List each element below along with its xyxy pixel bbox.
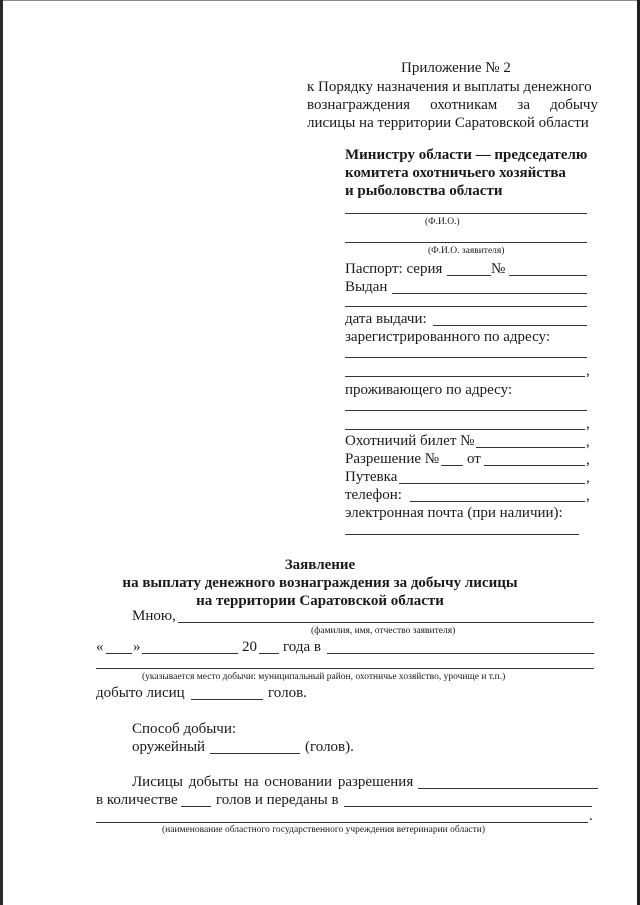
applicant-name-field[interactable] <box>178 622 594 623</box>
appendix-line-2 <box>307 96 598 114</box>
month-field[interactable] <box>142 653 238 654</box>
voucher-label: Путевка <box>345 469 398 485</box>
permit-number-field[interactable] <box>441 465 463 466</box>
addressee-line-3: и рыболовства области <box>345 183 503 199</box>
appendix-line-3: лисицы на территории Саратовской области <box>307 115 589 131</box>
hunting-ticket-field[interactable] <box>476 447 585 448</box>
addressee-line-1: Министру области — председателю <box>345 147 588 163</box>
page-top-edge <box>0 0 640 1</box>
registered-address-label: зарегистрированного по адресу: <box>345 329 550 345</box>
applicant-fio-field-line[interactable] <box>345 242 587 243</box>
passport-series-field[interactable] <box>447 275 491 276</box>
residence-address-field-1[interactable] <box>345 410 587 411</box>
applicant-name-caption: (фамилия, имя, отчество заявителя) <box>311 626 456 636</box>
firearm-count-field[interactable] <box>210 753 300 754</box>
year-prefix: 20 <box>242 639 257 655</box>
permit-from-label: от <box>467 451 481 467</box>
place-field-1[interactable] <box>327 653 594 654</box>
permit-basis-field[interactable] <box>418 788 598 789</box>
foxes-label: добыто лисиц <box>96 685 185 701</box>
appendix-title: Приложение № 2 <box>401 60 511 76</box>
statement-subtitle-2: на территории Саратовской области <box>196 593 444 609</box>
appendix-word: охотникам <box>430 97 498 113</box>
appendix-word: вознаграждения <box>307 97 411 113</box>
institution-caption: (наименование областного государственного учреждения ветеринарии области) <box>162 825 486 835</box>
quote-close: » <box>133 639 141 655</box>
scan-edge-left <box>0 0 3 905</box>
foxes-count-field[interactable] <box>191 699 263 700</box>
comma: , <box>586 363 590 379</box>
phone-label: телефон: <box>345 487 402 503</box>
voucher-field[interactable] <box>399 483 585 484</box>
comma: , <box>586 434 590 450</box>
passport-number-sign: № <box>491 261 506 277</box>
statement-title: Заявление <box>284 557 356 573</box>
place-caption: (указывается место добычи: муниципальный район, охотничье хозяйство, урочище и т.п.) <box>142 672 506 682</box>
method-label: Способ добычи: <box>132 721 237 737</box>
email-label: электронная почта (при наличии): <box>345 505 563 521</box>
fio-field-line[interactable] <box>345 213 587 214</box>
permit-basis-label: Лисицы добыты на основании разрешения <box>132 774 414 790</box>
addressee-line-2: комитета охотничьего хозяйства <box>345 165 566 181</box>
issued-by-field[interactable] <box>392 293 587 294</box>
residence-address-label: проживающего по адресу: <box>345 382 513 398</box>
quantity-field[interactable] <box>181 806 211 807</box>
institution-field-2[interactable] <box>96 822 588 823</box>
residence-address-field-2[interactable] <box>345 429 585 430</box>
heads-label: голов. <box>268 685 307 701</box>
statement-subtitle-1: на выплату денежного вознаграждения за добычу лисицы <box>122 575 518 591</box>
firearm-heads-label: (голов). <box>305 739 354 755</box>
institution-field-1[interactable] <box>344 806 592 807</box>
issue-date-label: дата выдачи: <box>345 311 427 327</box>
comma: , <box>586 452 590 468</box>
registered-address-field-1[interactable] <box>345 357 587 358</box>
fio-caption: (Ф.И.О.) <box>425 217 460 227</box>
year-suffix: года в <box>283 639 321 655</box>
registered-address-field-2[interactable] <box>345 376 585 377</box>
phone-field[interactable] <box>410 501 585 502</box>
firearm-label: оружейный <box>132 739 206 755</box>
quantity-label: в количестве <box>96 792 178 808</box>
comma: , <box>586 416 590 432</box>
heads-transferred-label: голов и переданы в <box>216 792 339 808</box>
comma: , <box>586 470 590 486</box>
permit-label: Разрешение № <box>345 451 440 467</box>
appendix-word: добычу <box>550 97 598 113</box>
permit-date-field[interactable] <box>484 465 585 466</box>
email-field[interactable] <box>345 534 579 535</box>
comma: , <box>586 488 590 504</box>
day-field[interactable] <box>106 653 132 654</box>
appendix-word: за <box>517 97 530 113</box>
appendix-line-1: к Порядку назначения и выплаты денежного <box>307 79 592 95</box>
issued-label: Выдан <box>345 279 388 295</box>
final-period: . <box>589 808 593 824</box>
by-me-label: Мною, <box>132 608 176 624</box>
hunting-ticket-label: Охотничий билет № <box>345 433 475 449</box>
issue-date-field[interactable] <box>433 325 587 326</box>
applicant-fio-caption: (Ф.И.О. заявителя) <box>428 246 505 256</box>
quote-open: « <box>96 639 104 655</box>
year-field[interactable] <box>259 653 279 654</box>
place-field-2[interactable] <box>96 668 594 669</box>
issued-by-field-2[interactable] <box>345 306 587 307</box>
passport-series-label: Паспорт: серия <box>345 261 443 277</box>
passport-number-field[interactable] <box>509 275 587 276</box>
